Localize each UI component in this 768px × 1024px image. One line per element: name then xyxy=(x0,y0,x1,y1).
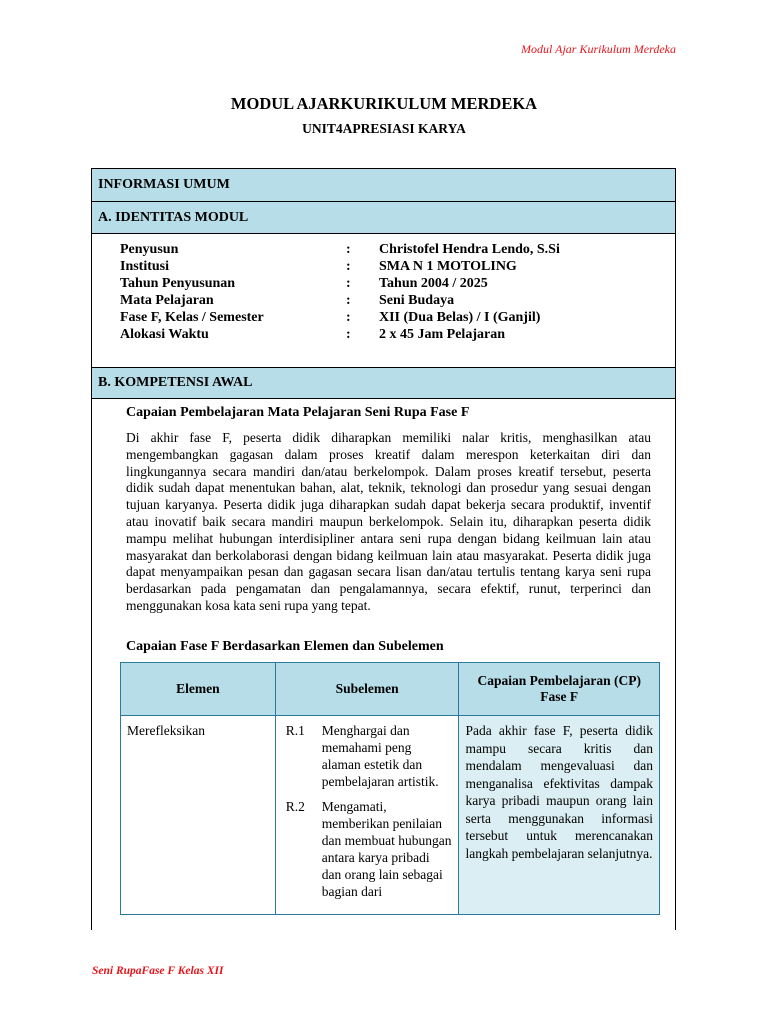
cell-subelemen xyxy=(275,716,459,915)
table-header-row xyxy=(121,663,660,716)
identity-value: 2 x 45 Jam Pelajaran xyxy=(379,327,505,342)
identity-separator: : xyxy=(346,327,351,342)
identity-label: Tahun Penyusunan xyxy=(120,276,236,291)
identity-row xyxy=(120,309,660,326)
subelemen-text: Mengamati, memberikan penilaian dan membuat hubungan antara karya pribadi dan orang lain sebagai bagian dari xyxy=(321,799,452,899)
identity-value: Seni Budaya xyxy=(379,293,455,308)
subelemen-item xyxy=(286,798,453,900)
subelemen-text: Menghargai dan memahami peng alaman estetik dan pembelajaran artistik. xyxy=(321,723,439,789)
identity-separator: : xyxy=(346,259,351,274)
section-informasi-umum: INFORMASI UMUM xyxy=(92,169,675,202)
identity-label: Fase F, Kelas / Semester xyxy=(120,310,264,325)
elemen-table xyxy=(120,662,660,915)
capaian-title: Capaian Pembelajaran Mata Pelajaran Seni Rupa Fase F xyxy=(126,405,470,420)
cell-capaian: Pada akhir fase F, peserta didik mampu secara kritis dan mendalam mengevaluasi dan menganalisa efektivitas dampak karya pribadi maupun orang lain serta menggunakan informasi tersebut untuk merencanakan langkah pembelajaran selanjutnya. xyxy=(459,716,660,915)
identity-value: XII (Dua Belas) / I (Ganjil) xyxy=(379,310,541,325)
document-subtitle: UNIT4APRESIASI KARYA xyxy=(302,121,466,136)
capaian-paragraph: Di akhir fase F, peserta didik diharapkan memiliki nalar kritis, menghasilkan atau mengembangkan gagasan dalam proses kreatif dalam merespon keterkaitan diri dan lingkungannya secara mandiri dan/atau berkelompok. Dalam proses kreatif tersebut, peserta didik sudah dapat menentukan bahan, alat, teknik, teknologi dan prosedur yang sesuai dengan tujuan karyanya. Peserta didik juga diharapkan sudah dapat bekerja secara produktif, inventif atau inovatif baik secara mandiri maupun berkelompok. Selain itu, diharapkan peserta didik mampu melihat hubungan interdisipliner antara seni rupa dengan bidang keilmuan lain atau masyarakat dan berkolaborasi dengan bidang keilmuan lain atau masyarakat. Peserta didik juga dapat menyampaikan pesan dan gagasan secara lisan dan/atau tertulis tentang karya seni rupa berdasarkan pada pengamatan dan pengalamannya, secara efektif, runut, terperinci dan menggunakan kosa kata seni rupa yang tepat. xyxy=(126,430,651,613)
identity-list xyxy=(120,241,660,343)
identity-value: SMA N 1 MOTOLING xyxy=(379,259,517,274)
header-elemen: Elemen xyxy=(121,663,276,716)
header-capaian: Capaian Pembelajaran (CP) Fase F xyxy=(459,663,660,716)
module-frame xyxy=(91,168,676,930)
identity-row xyxy=(120,241,660,258)
identity-label: Penyusun xyxy=(120,242,179,257)
identity-row xyxy=(120,326,660,343)
page-footer: Seni RupaFase F Kelas XII xyxy=(92,965,224,977)
identity-row xyxy=(120,275,660,292)
running-header: Modul Ajar Kurikulum Merdeka xyxy=(521,42,676,56)
identity-separator: : xyxy=(346,310,351,325)
identity-separator: : xyxy=(346,293,351,308)
identity-label: Mata Pelajaran xyxy=(120,293,214,308)
subelemen-code: R.1 xyxy=(285,723,305,738)
elemen-table-title: Capaian Fase F Berdasarkan Elemen dan Subelemen xyxy=(126,639,444,654)
subelemen-item xyxy=(286,722,453,790)
identity-separator: : xyxy=(346,276,351,291)
subelemen-code: R.2 xyxy=(285,799,305,814)
identity-row xyxy=(120,258,660,275)
identity-value: Christofel Hendra Lendo, S.Si xyxy=(379,242,560,257)
section-kompetensi-awal: B. KOMPETENSI AWAL xyxy=(92,367,675,399)
identity-label: Institusi xyxy=(120,259,170,274)
cell-elemen: Merefleksikan xyxy=(121,716,276,915)
identity-label: Alokasi Waktu xyxy=(120,327,209,342)
section-identitas-modul: A. IDENTITAS MODUL xyxy=(92,202,675,234)
document-title: MODUL AJARKURIKULUM MERDEKA xyxy=(230,94,538,113)
identity-separator: : xyxy=(346,242,351,257)
table-row xyxy=(121,716,660,915)
identity-row xyxy=(120,292,660,309)
header-subelemen: Subelemen xyxy=(275,663,459,716)
identity-value: Tahun 2004 / 2025 xyxy=(379,276,488,291)
